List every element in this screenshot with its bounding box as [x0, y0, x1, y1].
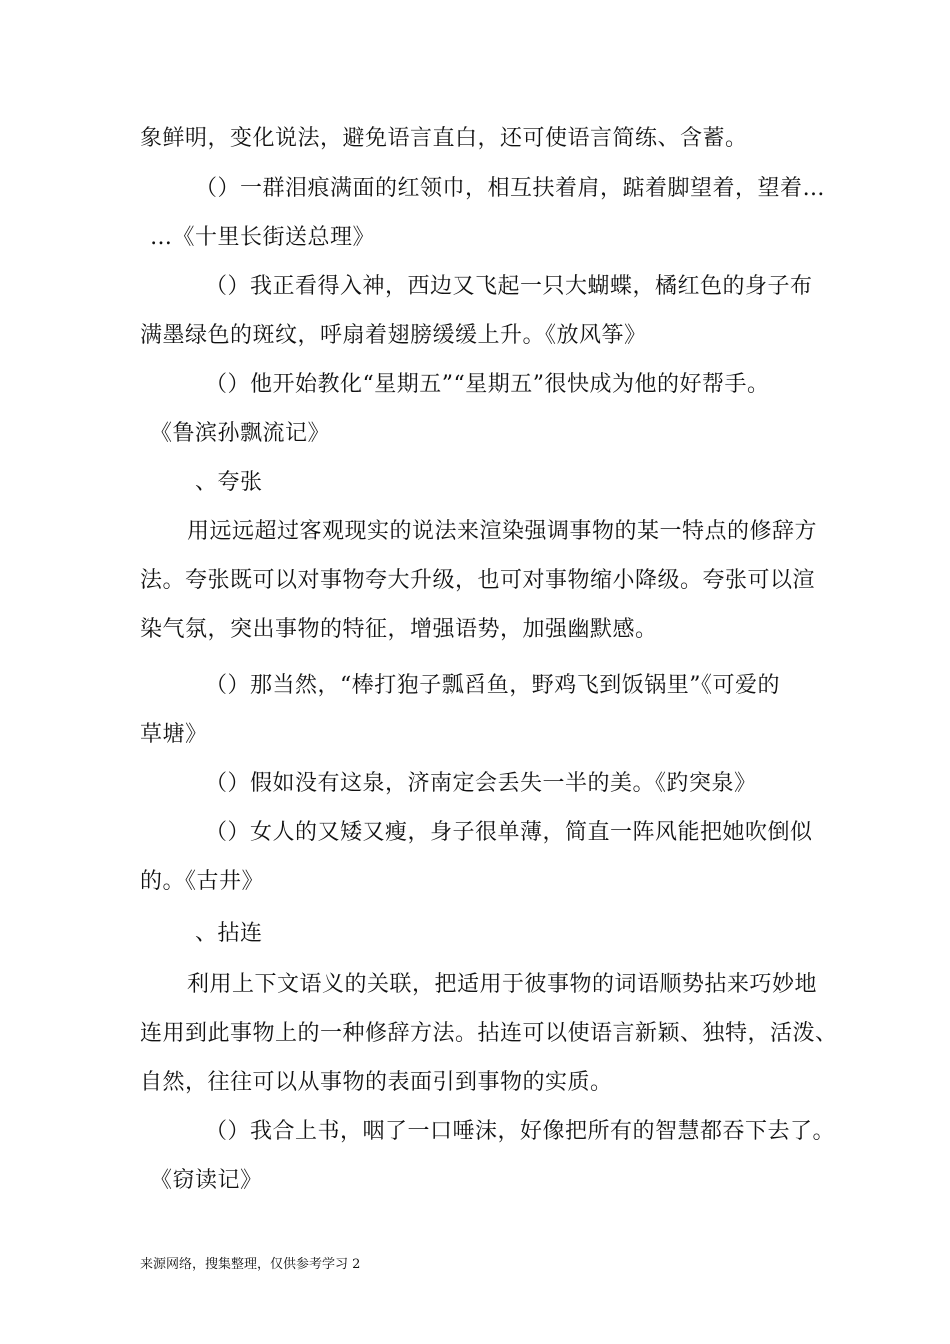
text-line-16: 的。《古井》: [140, 869, 265, 894]
text-line-3: …《十里长街送总理》: [150, 225, 376, 250]
text-line-18: 利用上下文语义的关联，把适用于彼事物的词语顺势拈来巧妙地: [187, 972, 818, 997]
text-line-7: 《鲁滨孙飘流记》: [150, 421, 331, 446]
text-line-6: （）他开始教化“星期五”“星期五”很快成为他的好帮手。: [205, 372, 770, 397]
text-line-14: （）假如没有这泉，济南定会丢失一半的美。《趵突泉》: [205, 771, 757, 796]
text-line-2: （）一群泪痕满面的红领巾，相互扶着肩，踮着脚望着，望着…: [195, 176, 826, 201]
text-line-10: 法。夸张既可以对事物夸大升级，也可对事物缩小降级。夸张可以渲: [140, 568, 816, 593]
text-line-19: 连用到此事物上的一种修辞方法。拈连可以使语言新颖、独特，活泼、: [140, 1021, 838, 1046]
section-heading-kuazhang: 、夸张: [195, 470, 263, 495]
text-line-13: 草塘》: [140, 722, 208, 747]
text-line-15: （）女人的又矮又瘦，身子很单薄，简直一阵风能把她吹倒似: [205, 820, 813, 845]
text-line-5: 满墨绿色的斑纹，呼扇着翅膀缓缓上升。《放风筝》: [140, 323, 647, 348]
text-line-22: 《窃读记》: [150, 1168, 263, 1193]
text-line-20: 自然，往往可以从事物的表面引到事物的实质。: [140, 1070, 613, 1095]
text-line-9: 用远远超过客观现实的说法来渲染强调事物的某一特点的修辞方: [187, 519, 818, 544]
text-line-4: （）我正看得入神，西边又飞起一只大蝴蝶，橘红色的身子布: [205, 274, 813, 299]
text-line-21: （）我合上书，咽了一口唾沫，好像把所有的智慧都吞下去了。: [205, 1119, 836, 1144]
section-heading-nianlian: 、拈连: [195, 921, 263, 946]
text-line-11: 染气氛，突出事物的特征，增强语势，加强幽默感。: [140, 617, 658, 642]
text-line-1: 象鲜明，变化说法，避免语言直白，还可使语言简练、含蓄。: [140, 126, 748, 151]
page-footer: 来源网络，搜集整理，仅供参考学习 2: [140, 1257, 361, 1272]
text-line-12: （）那当然，“棒打狍子瓢舀鱼，野鸡飞到饭锅里”《可爱的: [205, 673, 780, 698]
